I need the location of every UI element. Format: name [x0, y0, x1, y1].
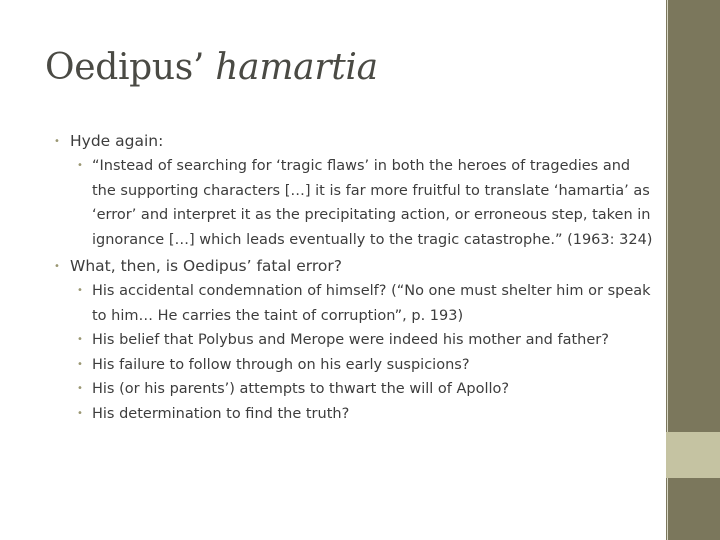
- sub-bullet-list: [45, 154, 655, 252]
- bullet-list: [45, 130, 655, 426]
- title-plain: Oedipus’: [45, 47, 216, 88]
- bullet-icon: •: [77, 407, 83, 419]
- bullet-icon: •: [54, 261, 60, 272]
- sub-bullet-item: [45, 377, 655, 402]
- bullet-icon: •: [54, 136, 60, 147]
- sub-bullet-item: [45, 279, 655, 328]
- sub-bullet-text: His failure to follow through on his early suspicions?: [92, 356, 470, 373]
- sub-bullet-item: [45, 353, 655, 378]
- bullet-icon: •: [77, 383, 83, 394]
- bullet-icon: •: [77, 358, 83, 370]
- bullet-icon: •: [77, 334, 83, 345]
- slide-title: [45, 46, 378, 90]
- bullet-item: [45, 255, 655, 278]
- sub-bullet-text: His belief that Polybus and Merope were indeed his mother and father?: [92, 332, 609, 348]
- bullet-icon: •: [77, 160, 83, 171]
- bullet-item: [45, 130, 655, 153]
- sub-bullet-text: “Instead of searching for ‘tragic flaws’ in both the heroes of tragedies and the supporting characters […] it is far more fruitful to translate ‘hamartia’ as ‘error’ and interpret it as the precipitating action, or erroneous step, taken in ignorance […] which leads eventually to the tragic catastrophe.” (1963: 324): [92, 158, 653, 248]
- sub-bullet-text: His accidental condemnation of himself? (“No one must shelter him or speak to him… He carries the taint of corruption”, p. 193): [92, 283, 651, 324]
- bullet-text: Hyde again:: [70, 132, 164, 150]
- sidebar-accent-block: [666, 432, 720, 478]
- title-italic: hamartia: [215, 47, 378, 88]
- sub-bullet-text: His determination to find the truth?: [92, 405, 350, 422]
- bullet-text: What, then, is Oedipus’ fatal error?: [70, 257, 342, 275]
- sub-bullet-text: His (or his parents’) attempts to thwart the will of Apollo?: [92, 381, 510, 397]
- sub-bullet-item: [45, 328, 655, 353]
- bullet-icon: •: [77, 285, 83, 296]
- sub-bullet-item: [45, 402, 655, 427]
- sub-bullet-item: [45, 154, 655, 252]
- sub-bullet-list: [45, 279, 655, 426]
